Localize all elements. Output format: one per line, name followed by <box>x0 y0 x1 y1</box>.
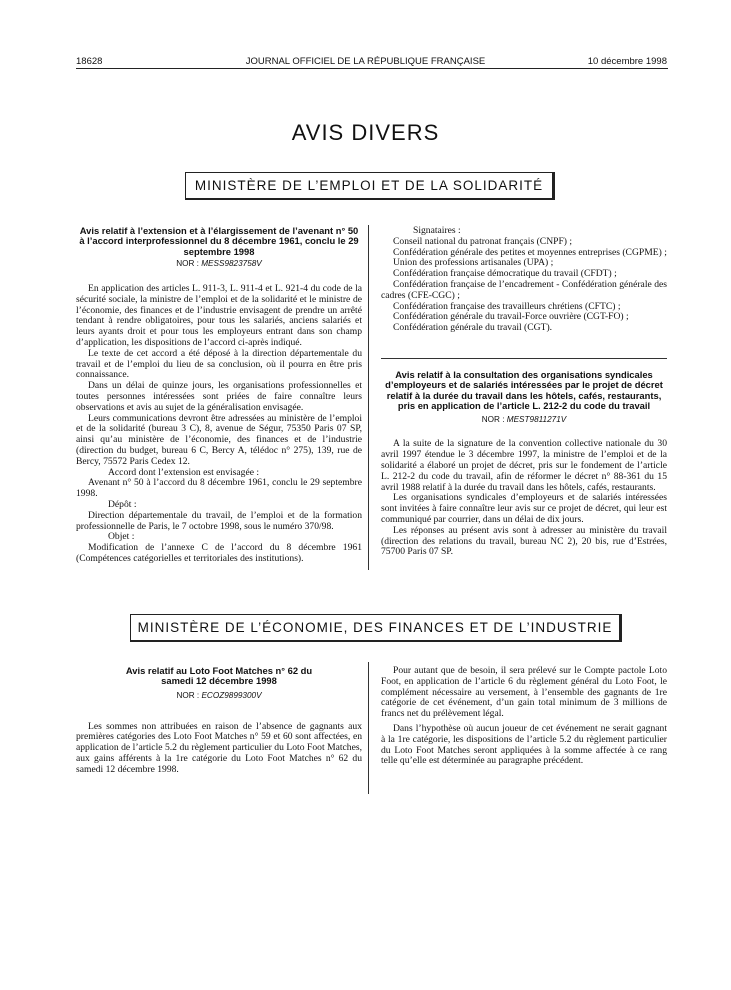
avis3-paragraph-right: Dans l’hypothèse où aucun joueur de cet événement ne serait gagnant à la 1re catégorie, les dispositions de l’article 5.2 du règlement particulier du Loto Foot Matches seront appliquées à la somme affectée à ce rang telle qu’elle est déterminée au paragraphe précédent. <box>381 722 667 767</box>
avis3-paragraph-left: Les sommes non attribuées en raison de l’absence de gagnants aux premières catégories des Loto Foot Matches n° 59 et 60 sont affectées, en application de l’article 5.2 du règlement particulier du Loto Foot Matches, aux gains afférents à la 1re catégorie du Loto Foot Matches n° 62 du samedi 12 décembre 1998. <box>76 720 362 775</box>
issue-date: 10 décembre 1998 <box>587 56 667 67</box>
avis-separator <box>381 358 667 359</box>
avis1-envisage-text: Avenant n° 50 à l’accord du 8 décembre 1961, conclu le 29 septembre 1998. <box>76 477 362 500</box>
avis1-paragraph: Leurs communications devront être adressées au ministère de l’emploi et de la solidarité (bureau 3 C), 8, avenue de Ségur, 75350 Paris 07 SP, ainsi qu’au ministère de l’économie, des finances et de l’industrie (direction du budget, bureau 6 C, Bercy A, télédoc n° 275), 139, rue de Bercy, 75572 Paris Cedex 12. <box>76 412 362 467</box>
signataire-item: Confédération française des travailleurs chrétiens (CFTC) ; <box>393 300 621 312</box>
signataire-item: Confédération générale du travail-Force ouvrière (CGT-FO) ; <box>393 311 629 323</box>
signataire-item: Conseil national du patronat français (CNPF) ; <box>393 235 573 247</box>
signataire-item: Confédération générale du travail (CGT). <box>393 322 553 334</box>
avis3-nor-label: NOR : <box>176 690 200 700</box>
avis1-depot-text: Direction départementale du travail, de l’emploi et de la formation professionnelle de Paris, le 7 octobre 1998, sous le numéro 370/98. <box>76 509 362 532</box>
avis1-envisage-label: Accord dont l’extension est envisagée : <box>108 466 260 478</box>
column-divider-2 <box>368 662 369 794</box>
column-divider-1 <box>368 225 369 570</box>
avis1-title: Avis relatif à l’extension et à l’élargissement de l’avenant n° 50 à l’accord interprofessionnel du 8 décembre 1961, conclu le 29 septembre 1998 <box>79 225 359 257</box>
journal-title: JOURNAL OFFICIEL DE LA RÉPUBLIQUE FRANÇAISE <box>245 56 486 67</box>
avis3-paragraph-right: Pour autant que de besoin, il sera prélevé sur le Compte pactole Loto Foot, en application de l’article 6 du règlement général du Loto Foot, le complément nécessaire au versement, à l’ensemble des gagnants de 1re catégorie de cet événement, d’un gain total minimum de 3 millions de francs net du prélèvement légal. <box>381 665 667 720</box>
avis2-title: Avis relatif à la consultation des organisations syndicales d’employeurs et de salariés intéressées par le projet de décret relatif à la durée du travail dans les hôtels, cafés, restaurants, pris en application de l’article L. 212-2 du code du travail <box>385 369 663 412</box>
avis3-nor-code: ECOZ9899300V <box>201 690 262 700</box>
avis2-nor-code: MEST9811271V <box>506 414 567 424</box>
avis1-paragraph: En application des articles L. 911-3, L. 911-4 et L. 921-4 du code de la sécurité sociale, la ministre de l’emploi et de la solidarité et le ministre de l’économie, des finances et de l’industrie envisagent de prendre un arrêté tendant à rendre obligatoires, pour tous les salariés, anciens salariés et leurs ayants droit et pour tous les employeurs entrant dans son champ d’application, les dispositions de l’accord ci-après indiqué. <box>76 283 362 348</box>
avis1-objet-label: Objet : <box>108 531 135 543</box>
ministry-emploi-label: MINISTÈRE DE L’EMPLOI ET DE LA SOLIDARITÉ <box>194 178 544 193</box>
avis1-paragraph: Le texte de cet accord a été déposé à la direction départementale du travail et de l’emploi du lieu de sa conclusion, où il pourra en être pris connaissance. <box>76 347 362 381</box>
page-number: 18628 <box>76 56 103 67</box>
avis1-paragraph: Dans un délai de quinze jours, les organisations professionnelles et toutes personnes intéressées sont priées de faire connaître leurs observations et avis au sujet de la généralisation envisagée. <box>76 380 362 413</box>
avis1-objet-text: Modification de l’annexe C de l’accord du 8 décembre 1961 (Compétences catégorielles et territoriales des institutions). <box>76 542 362 564</box>
avis2-paragraph: Les organisations syndicales d’employeurs et de salariés intéressées sont invitées à faire connaître leur avis sur ce projet de décret, qui leur est communiqué par courrier, dans un délai de dix jours. <box>381 492 667 525</box>
avis1-nor-code: MESS9823758V <box>201 259 262 269</box>
avis3-right-column <box>381 666 667 767</box>
header-rule <box>76 68 668 69</box>
signataires-label: Signataires : <box>413 225 461 236</box>
avis1-right-column <box>381 226 667 334</box>
ministry-box-emploi <box>185 172 555 200</box>
signataire-item: Confédération générale des petites et moyennes entreprises (CGPME) ; <box>393 246 667 258</box>
avis2-nor-label: NOR : <box>481 414 505 424</box>
signataire-item: Union des professions artisanales (UPA) ; <box>393 257 554 269</box>
ministry-economie-label: MINISTÈRE DE L’ÉCONOMIE, DES FINANCES ET DE L’INDUSTRIE <box>137 620 613 635</box>
avis2-paragraph: A la suite de la signature de la convention collective nationale du 30 avril 1997 étendue le 3 décembre 1997, la ministre de l’emploi et de la solidarité a élaboré un projet de décret, pris sur le fondement de l’article L. 212-2 du code du travail, afin de réformer le décret n° 88-361 du 15 avril 1988 relatif à la durée du travail dans les hôtels, cafés, restaurants. <box>381 438 667 493</box>
avis3-nor <box>76 691 362 702</box>
avis2-nor <box>381 415 667 426</box>
signataire-item: Confédération française démocratique du travail (CFDT) ; <box>393 268 617 280</box>
avis3-title: Avis relatif au Loto Foot Matches n° 62 du samedi 12 décembre 1998 <box>125 665 313 687</box>
avis1-left-column <box>76 226 362 565</box>
avis1-nor <box>76 259 362 270</box>
signataire-item: Confédération française de l’encadrement - Confédération générale des cadres (CFE-CGC) ; <box>381 278 667 301</box>
section-title: AVIS DIVERS <box>291 120 440 145</box>
avis1-nor-label: NOR : <box>176 259 199 269</box>
avis2-paragraph: Les réponses au présent avis sont à adresser au ministère du travail (direction des relations du travail, bureau NC 2), 20 bis, rue d’Estrées, 75700 Paris 07 SP. <box>381 524 667 558</box>
avis2-block <box>381 370 667 558</box>
ministry-box-economie <box>130 614 622 642</box>
avis3-left-column <box>76 666 362 776</box>
avis1-depot-label: Dépôt : <box>108 498 137 510</box>
